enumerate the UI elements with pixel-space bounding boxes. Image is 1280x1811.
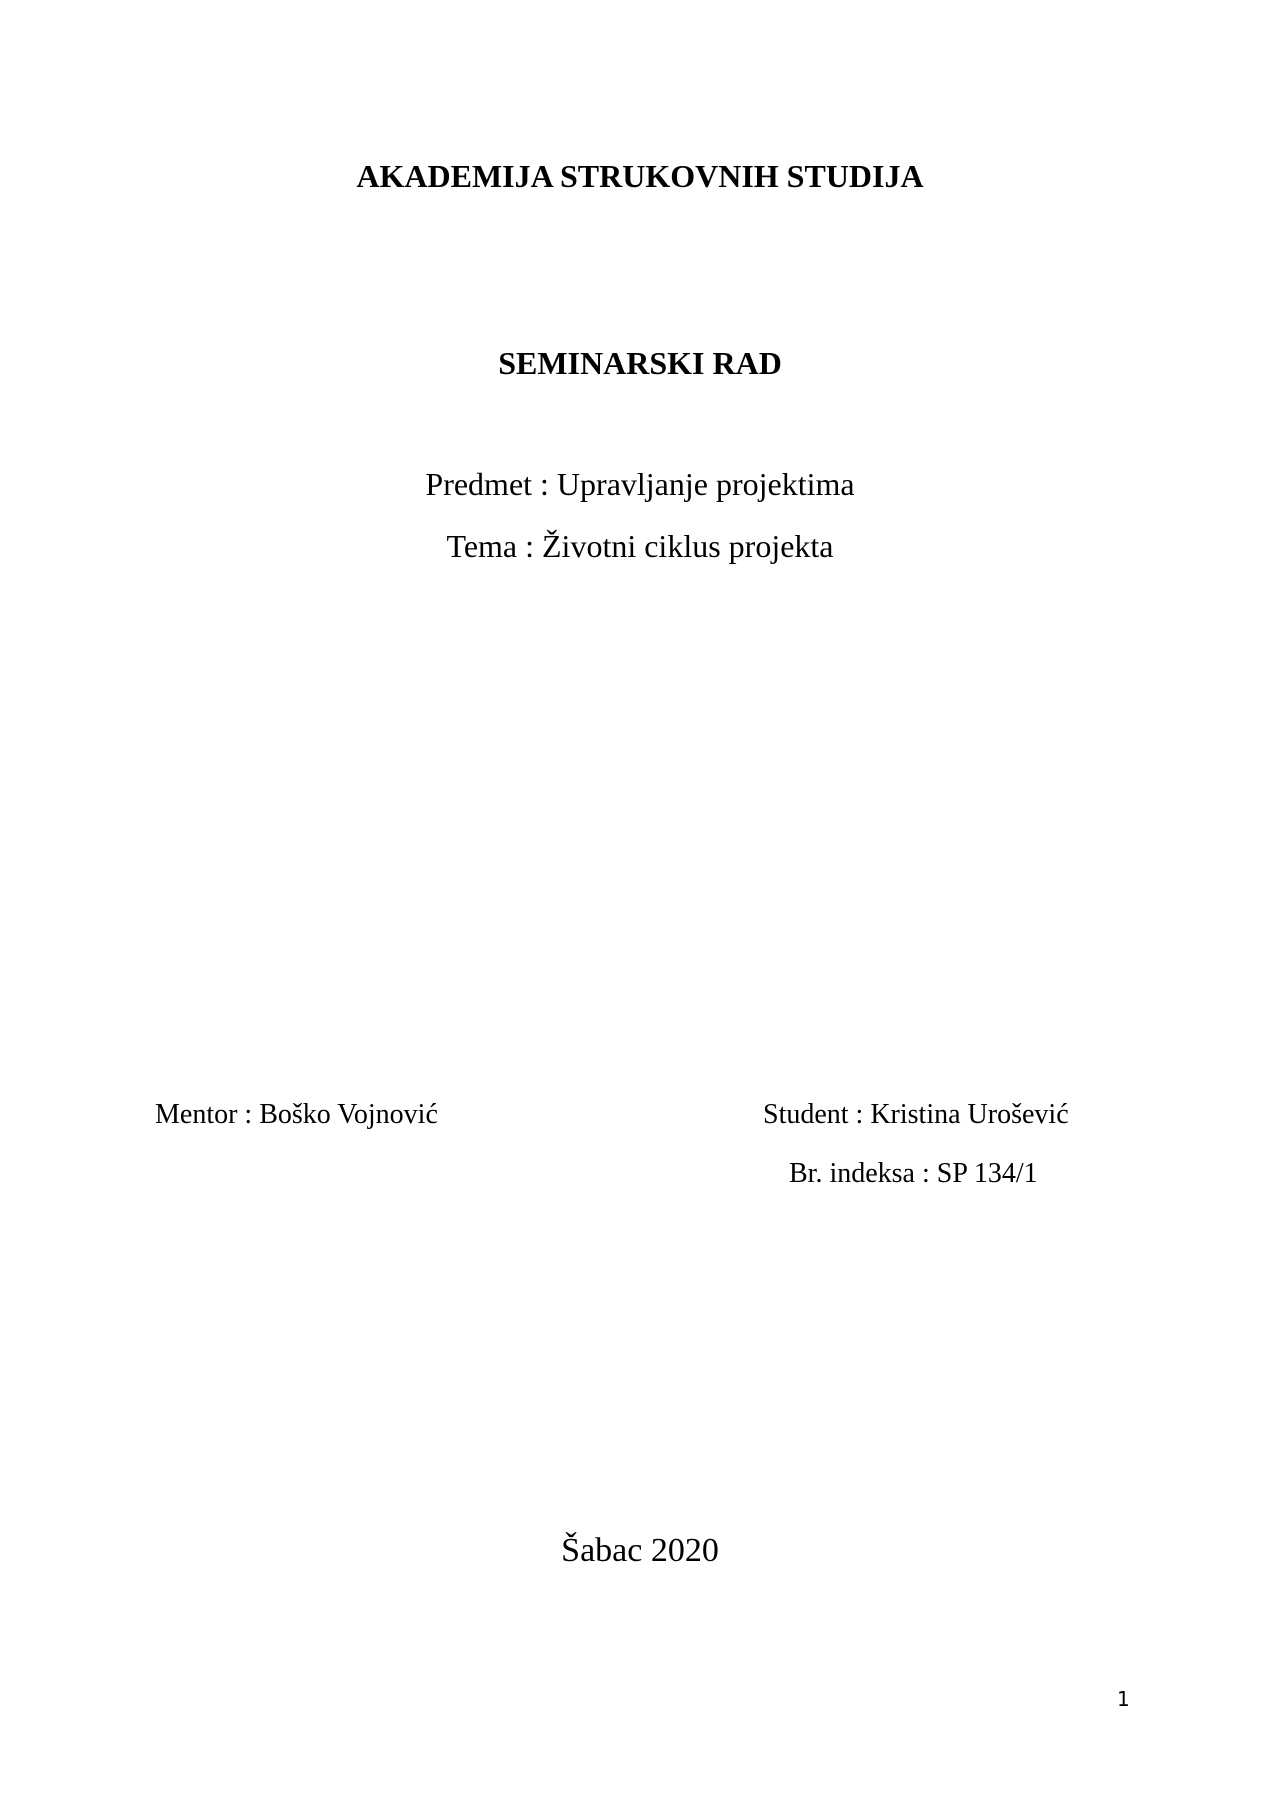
document-type-heading: SEMINARSKI RAD [498, 345, 782, 381]
place-year-line: Šabac 2020 [561, 1532, 719, 1569]
index-number-line: Br. indeksa : SP 134/1 [789, 1158, 1038, 1189]
topic-line: Tema : Životni ciklus projekta [446, 528, 834, 564]
institution-title: AKADEMIJA STRUKOVNIH STUDIJA [356, 158, 924, 194]
subject-line: Predmet : Upravljanje projektima [425, 466, 855, 502]
student-line: Student : Kristina Urošević [763, 1099, 1069, 1130]
mentor-line: Mentor : Boško Vojnović [155, 1099, 438, 1130]
page-number: 1 [1117, 1687, 1130, 1711]
